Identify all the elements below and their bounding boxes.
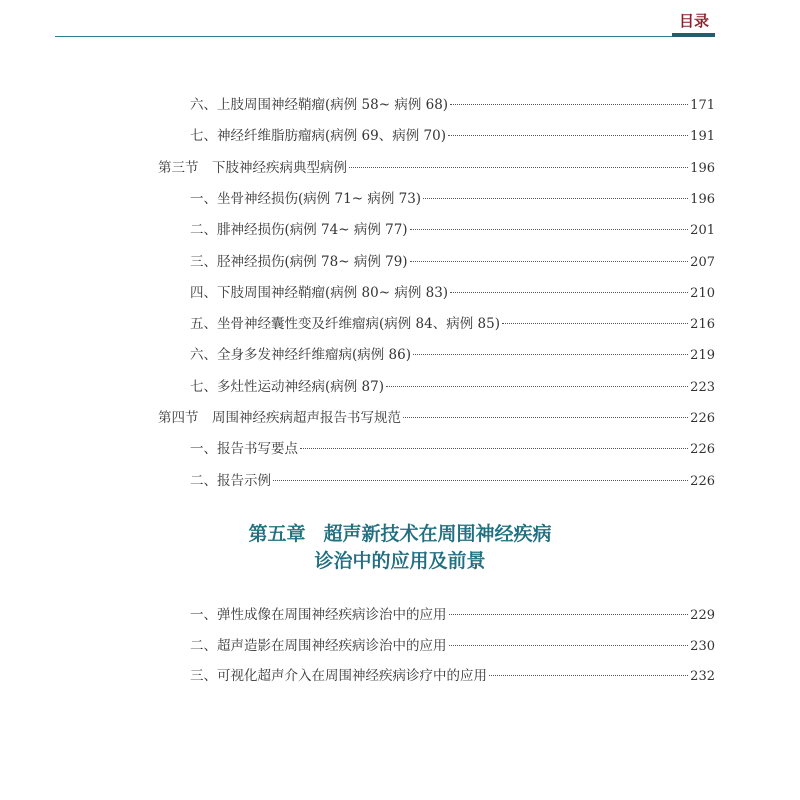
toc-entry[interactable] xyxy=(190,437,715,457)
toc-dot-leader xyxy=(449,645,689,646)
toc-dot-leader xyxy=(300,448,688,449)
toc-entry-label: 第三节 下肢神经疾病典型病例 xyxy=(158,159,347,176)
toc-entry-page: 210 xyxy=(690,285,715,301)
toc-dot-leader xyxy=(386,386,688,387)
toc-entry-page: 171 xyxy=(690,98,715,113)
toc-dot-leader xyxy=(448,135,688,136)
toc-dot-leader xyxy=(349,167,688,168)
toc-entry-page: 226 xyxy=(690,473,715,489)
toc-entry[interactable] xyxy=(190,218,715,238)
chapter-title-line1: 超声新技术在周围神经疾病 xyxy=(323,523,552,545)
toc-entry-label: 三、可视化超声介入在周围神经疾病诊疗中的应用 xyxy=(190,668,487,684)
toc-entry[interactable] xyxy=(158,156,715,176)
toc-dot-leader xyxy=(489,675,688,676)
toc-entry-page: 201 xyxy=(690,223,715,239)
toc-entry-page: 191 xyxy=(690,129,715,145)
toc-entry[interactable] xyxy=(190,250,715,270)
toc-entry[interactable] xyxy=(190,312,715,332)
toc-entry[interactable] xyxy=(190,634,715,654)
toc-dot-leader xyxy=(450,292,688,293)
toc-entry-page: 223 xyxy=(690,379,715,395)
toc-entry[interactable] xyxy=(190,343,715,363)
toc-entry-label: 二、腓神经损伤(病例 74~ 病例 77) xyxy=(190,222,408,239)
toc-entry-page: 216 xyxy=(690,317,715,333)
toc-entry-page: 232 xyxy=(690,669,715,684)
toc-entry[interactable] xyxy=(190,124,715,144)
toc-entry-label: 一、坐骨神经损伤(病例 71~ 病例 73) xyxy=(190,190,422,207)
toc-entry-label: 四、下肢周围神经鞘瘤(病例 80~ 病例 83) xyxy=(190,284,449,301)
toc-dot-leader xyxy=(403,417,688,418)
toc-dot-leader xyxy=(410,229,689,230)
toc-entry-page: 219 xyxy=(690,348,715,364)
toc-dot-leader xyxy=(450,104,688,105)
toc-dot-leader xyxy=(449,614,689,615)
header-title: 目录 xyxy=(678,12,709,30)
toc-dot-leader xyxy=(413,354,688,355)
chapter-title-line2: 诊治中的应用及前景 xyxy=(314,550,486,572)
toc-entry-label: 六、全身多发神经纤维瘤病(病例 86) xyxy=(190,347,412,364)
toc-entry-label: 五、坐骨神经囊性变及纤维瘤病(病例 84、病例 85) xyxy=(190,316,500,333)
toc-entry-label: 六、上肢周围神经鞘瘤(病例 58~ 病例 68) xyxy=(190,97,449,113)
toc-entry-page: 196 xyxy=(690,160,715,176)
toc-entry[interactable] xyxy=(190,469,715,489)
toc-entry-page: 226 xyxy=(690,442,715,458)
toc-entry-label: 三、胫神经损伤(病例 78~ 病例 79) xyxy=(190,253,408,270)
toc-entry[interactable] xyxy=(158,406,715,426)
toc-entry-label: 七、多灶性运动神经病(病例 87) xyxy=(190,378,385,395)
toc-entry[interactable] xyxy=(190,93,715,113)
header-rule-accent xyxy=(672,33,715,37)
header-rule xyxy=(55,36,715,37)
toc-entry[interactable] xyxy=(190,664,715,684)
chapter-number: 第五章 xyxy=(248,523,306,545)
toc-entry-label: 二、超声造影在周围神经疾病诊治中的应用 xyxy=(190,637,447,654)
toc-entry[interactable] xyxy=(190,281,715,301)
toc-entry-label: 一、弹性成像在周围神经疾病诊治中的应用 xyxy=(190,607,447,623)
toc-dot-leader xyxy=(410,261,689,262)
toc-entry-label: 二、报告示例 xyxy=(190,472,271,489)
toc-entry-page: 196 xyxy=(690,191,715,207)
toc-entry-page: 207 xyxy=(690,254,715,270)
toc-dot-leader xyxy=(273,480,688,481)
toc-entry-label: 第四节 周围神经疾病超声报告书写规范 xyxy=(158,410,401,426)
toc-entry[interactable] xyxy=(190,187,715,207)
toc-dot-leader xyxy=(423,198,688,199)
toc-entry[interactable] xyxy=(190,375,715,395)
chapter-heading-line1 xyxy=(0,519,800,549)
toc-entry-label: 七、神经纤维脂肪瘤病(病例 69、病例 70) xyxy=(190,128,446,145)
toc-dot-leader xyxy=(502,323,688,324)
toc-entry-page: 230 xyxy=(690,638,715,654)
toc-entry[interactable] xyxy=(190,603,715,623)
toc-entry-page: 226 xyxy=(690,411,715,426)
toc-entry-label: 一、报告书写要点 xyxy=(190,441,298,458)
chapter-heading-line2 xyxy=(0,546,800,576)
toc-entry-page: 229 xyxy=(690,608,715,623)
